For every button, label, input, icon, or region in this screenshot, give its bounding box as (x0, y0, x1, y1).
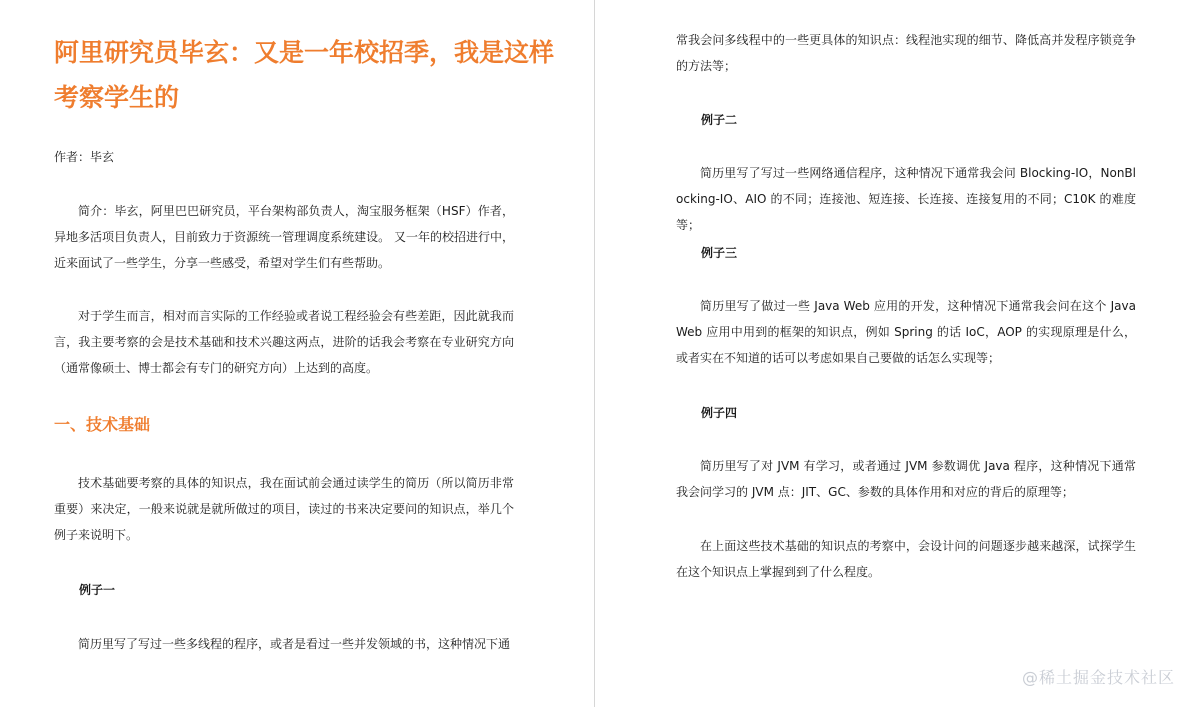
author-line: 作者：毕玄 (54, 150, 115, 164)
approach-paragraph: 对于学生而言，相对而言实际的工作经验或者说工程经验会有些差距，因此就我而言，我主要考察的会是技术基础和技术兴趣这两点，进阶的话我会考察在专业研究方向（通常像硕士、博士都会有专门的研究方向）上达到的高度。 (54, 309, 514, 375)
example-one-heading: 例子一 (79, 583, 116, 597)
conclusion-paragraph: 在上面这些技术基础的知识点的考察中，会设计问的问题逐步越来越深，试探学生在这个知识点上掌握到到了什么程度。 (676, 539, 1136, 579)
watermark-text: @稀土掘金技术社区 (1021, 668, 1175, 687)
article-title: 阿里研究员毕玄：又是一年校招季，我是这样考察学生的 (54, 38, 555, 112)
technical-basics-paragraph: 技术基础要考察的具体的知识点，我在面试前会通过读学生的简历（所以简历非常重要）来决定，一般来说就是就所做过的项目，读过的书来决定要问的知识点，举几个例子来说明下。 (54, 476, 514, 542)
example-two-heading: 例子二 (701, 113, 738, 127)
example-two-paragraph: 简历里写了写过一些网络通信程序，这种情况下通常我会问 Blocking-IO，NonBlocking-IO、AIO 的不同；连接池、短连接、长连接、连接复用的不同；C10K 的难度等； (676, 166, 1136, 232)
example-four-paragraph: 简历里写了对 JVM 有学习，或者通过 JVM 参数调优 Java 程序，这种情况下通常我会问学习的 JVM 点：JIT、GC、参数的具体作用和对应的背后的原理等； (676, 459, 1136, 499)
intro-paragraph: 简介：毕玄，阿里巴巴研究员，平台架构部负责人，淘宝服务框架（HSF）作者，异地多活项目负责人，目前致力于资源统一管理调度系统建设。 又一年的校招进行中，近来面试了一些学生，分享一些感受，希望对学生们有些帮助。 (54, 204, 514, 270)
example-three-heading: 例子三 (701, 246, 738, 260)
section-heading-technical-basics: 一、技术基础 (54, 415, 151, 434)
example-one-paragraph-start: 简历里写了写过一些多线程的程序，或者是看过一些并发领域的书，这种情况下通 (78, 637, 511, 651)
example-four-heading: 例子四 (701, 406, 738, 420)
example-three-paragraph: 简历里写了做过一些 Java Web 应用的开发，这种情况下通常我会问在这个 Java Web 应用中用到的框架的知识点，例如 Spring 的话 IoC，AOP 的实现原理是什么，或者实在不知道的话可以考虑如果自己要做的话怎么实现等； (676, 299, 1136, 365)
example-one-paragraph-continued: 常我会问多线程中的一些更具体的知识点：线程池实现的细节、降低高并发程序锁竞争的方法等； (676, 33, 1136, 73)
